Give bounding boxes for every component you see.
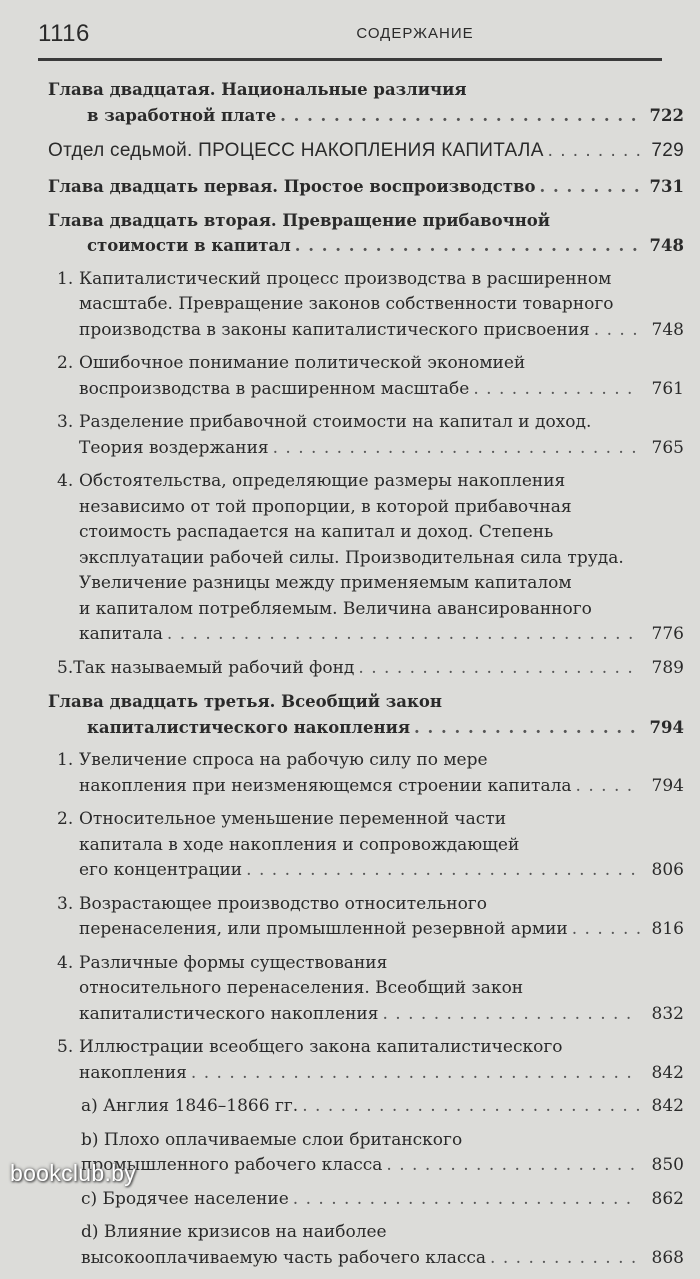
toc-line	[81, 1094, 684, 1120]
toc-line-text: Так называемый рабочий фонд	[73, 657, 355, 678]
toc-entry-sub	[48, 1128, 684, 1179]
toc-line	[48, 233, 684, 259]
toc-line	[57, 976, 684, 1002]
toc-page-number: 832	[651, 1003, 684, 1024]
toc-page-number: 748	[651, 319, 684, 340]
toc-line	[57, 546, 684, 572]
toc-line-text: Капиталистический процесс производства в расширенном	[79, 268, 612, 289]
toc-line-text: промышленного рабочего класса	[81, 1155, 383, 1175]
toc-page-number: 776	[651, 624, 684, 644]
toc-line	[48, 208, 684, 234]
toc-line	[57, 917, 684, 943]
toc-line-text: эксплуатации рабочей силы. Производительная сила труда.	[79, 547, 624, 568]
toc-entry-section	[48, 351, 684, 402]
toc-line	[81, 1128, 684, 1154]
toc-line	[81, 1220, 684, 1246]
dot-leader	[273, 436, 640, 462]
toc-entry-chapter	[48, 174, 684, 200]
toc-entry-chapter	[48, 208, 684, 259]
dot-leader	[293, 1187, 640, 1213]
toc-page-number: 729	[651, 140, 684, 161]
section-number: 3.	[57, 893, 74, 914]
toc-entry-section	[48, 267, 684, 344]
section-number: 3.	[57, 412, 74, 432]
toc-page-number: 789	[651, 657, 684, 678]
toc-line	[57, 410, 684, 436]
toc-line	[57, 436, 684, 462]
toc-line-text: Глава двадцать первая. Простое воспроизводство	[48, 177, 536, 196]
toc-line	[57, 892, 684, 918]
toc-line-text: масштабе. Превращение законов собственности товарного	[79, 294, 614, 314]
toc-line-text: высокооплачиваемую часть рабочего класса	[81, 1247, 487, 1268]
toc-page-number: 806	[651, 860, 684, 880]
toc-line-text: b) Плохо оплачиваемые слои британского	[81, 1129, 463, 1150]
toc-line	[48, 715, 684, 741]
watermark: bookclub.by	[10, 1160, 137, 1186]
dot-leader	[382, 1002, 640, 1028]
toc-line-text: Обстоятельства, определяющие размеры накопления	[79, 471, 566, 491]
page-number: 1116	[38, 20, 90, 47]
toc-line	[57, 469, 684, 495]
section-number: 2.	[57, 353, 74, 373]
toc-line-text: перенаселения, или промышленной резервной армии	[79, 919, 568, 939]
toc-entry-section	[48, 807, 684, 884]
section-number: 2.	[57, 809, 74, 829]
toc-line	[57, 571, 684, 597]
toc-entry-sub	[48, 1187, 684, 1213]
section-number: 4.	[57, 952, 74, 973]
toc-entry-sub	[48, 1220, 684, 1271]
toc-entry-section	[48, 469, 684, 648]
toc-entry-section	[48, 951, 684, 1028]
toc-page-number: 816	[651, 919, 684, 939]
toc-page-number: 794	[649, 717, 684, 737]
toc-line-text: Глава двадцать третья. Всеобщий закон	[48, 692, 442, 711]
dot-leader	[594, 318, 640, 344]
toc-page-number: 748	[649, 236, 684, 255]
toc-line	[57, 807, 684, 833]
toc-line-text: в заработной плате	[87, 105, 277, 125]
section-number: 1.	[57, 750, 74, 770]
toc-line-text: производства в законы капиталистического присвоения	[79, 319, 590, 340]
toc-line-text: его концентрации	[79, 860, 243, 880]
toc-entry-chapter	[48, 77, 684, 128]
page-header	[38, 20, 662, 50]
toc-line-text: накопления при неизменяющемся строении капитала	[79, 775, 572, 796]
dot-leader	[358, 656, 640, 682]
toc-line	[57, 520, 684, 546]
toc-entry-section	[48, 748, 684, 799]
toc-line-text: Относительное уменьшение переменной части	[79, 809, 507, 829]
dot-leader	[280, 103, 640, 129]
toc-line	[57, 597, 684, 623]
toc-line-text: стоимости в капитал	[87, 236, 291, 255]
toc-line	[57, 292, 684, 318]
toc-line	[57, 656, 684, 682]
toc-page-number: 731	[649, 177, 684, 196]
dot-leader	[191, 1061, 640, 1087]
toc-line-text: Глава двадцатая. Национальные различия	[48, 80, 467, 99]
section-number: 4.	[57, 471, 74, 491]
toc-line-text: относительного перенаселения. Всеобщий закон	[79, 978, 524, 998]
toc-line	[57, 1035, 684, 1061]
toc-line	[57, 267, 684, 293]
dot-leader	[302, 1094, 640, 1120]
toc-page-number: 761	[651, 378, 684, 399]
toc-line-text: Разделение прибавочной стоимости на капитал и доход.	[79, 412, 592, 432]
toc-line	[57, 351, 684, 377]
toc-entry-sub	[48, 1094, 684, 1120]
toc-page-number: 862	[651, 1188, 684, 1209]
toc-line	[57, 748, 684, 774]
toc-page-number: 868	[651, 1247, 684, 1268]
dot-leader	[414, 715, 640, 741]
toc-line-text: и капиталом потребляемым. Величина авансированного	[79, 598, 592, 619]
header-rule	[38, 58, 662, 61]
toc-line-text: капиталистического накопления	[87, 717, 411, 737]
dot-leader	[548, 136, 640, 166]
toc-line-text: Возрастающее производство относительного	[79, 893, 487, 914]
toc-line	[57, 318, 684, 344]
toc-line-text: Увеличение спроса на рабочую силу по мере	[79, 750, 488, 770]
toc-line-text: накопления	[79, 1062, 187, 1083]
toc-entry-section	[48, 1035, 684, 1086]
toc-line	[57, 858, 684, 884]
toc-page-number: 842	[651, 1096, 684, 1116]
section-number: 5.	[57, 1037, 74, 1057]
toc-line	[81, 1153, 684, 1179]
toc-line-text: Увеличение разницы между применяемым капиталом	[79, 573, 572, 593]
section-number: 5.	[57, 657, 74, 678]
dot-leader	[572, 917, 640, 943]
dot-leader	[576, 774, 640, 800]
toc-line-text: d) Влияние кризисов на наиболее	[81, 1222, 387, 1242]
dot-leader	[386, 1153, 640, 1179]
toc-line-text: капиталистического накопления	[79, 1003, 379, 1024]
toc-line-text: Глава двадцать вторая. Превращение прибавочной	[48, 210, 551, 230]
toc-line-text: Ошибочное понимание политической экономией	[79, 353, 526, 373]
dot-leader	[473, 377, 640, 403]
toc-page-number: 850	[651, 1155, 684, 1175]
toc-line	[57, 622, 684, 648]
toc-page-number: 722	[649, 105, 684, 125]
toc-line-text: стоимость распадается на капитал и доход. Степень	[79, 522, 554, 542]
toc-line	[57, 377, 684, 403]
toc-page-number: 765	[651, 437, 684, 458]
toc-page-number: 842	[651, 1062, 684, 1083]
toc-line-text: Теория воздержания	[79, 437, 269, 458]
toc-line	[48, 136, 684, 166]
toc-line-text: воспроизводства в расширенном масштабе	[79, 378, 470, 399]
toc-line-text: капитала в ходе накопления и сопровождающей	[79, 834, 520, 855]
toc-line-text: Иллюстрации всеобщего закона капиталистического	[79, 1037, 563, 1057]
toc-line	[57, 833, 684, 859]
toc-entry-chapter	[48, 689, 684, 740]
dot-leader	[167, 622, 640, 648]
toc-entry-section	[48, 656, 684, 682]
toc-line	[57, 1061, 684, 1087]
table-of-contents	[48, 77, 684, 1279]
toc-line	[48, 174, 684, 200]
dot-leader	[490, 1246, 640, 1272]
toc-line	[81, 1246, 684, 1272]
toc-page-number: 794	[651, 775, 684, 796]
dot-leader	[246, 858, 640, 884]
toc-line	[57, 495, 684, 521]
toc-line-text: a) Англия 1846–1866 гг.	[81, 1096, 299, 1116]
toc-entry-section	[48, 892, 684, 943]
toc-line-text: Различные формы существования	[79, 952, 388, 973]
section-number: 1.	[57, 268, 74, 289]
dot-leader	[540, 174, 640, 200]
toc-line	[57, 774, 684, 800]
toc-entry-part	[48, 136, 684, 166]
toc-line	[48, 103, 684, 129]
toc-line-text: c) Бродячее население	[81, 1188, 289, 1209]
toc-line	[81, 1187, 684, 1213]
toc-line-text: Отдел седьмой. ПРОЦЕСС НАКОПЛЕНИЯ КАПИТАЛА	[48, 140, 544, 161]
toc-entry-section	[48, 410, 684, 461]
running-head: СОДЕРЖАНИЕ	[356, 25, 474, 42]
toc-line	[57, 1002, 684, 1028]
toc-line-text: независимо от той пропорции, в которой прибавочная	[79, 496, 572, 517]
toc-line	[57, 951, 684, 977]
toc-line	[48, 689, 684, 715]
toc-line	[48, 77, 684, 103]
toc-line-text: капитала	[79, 624, 163, 644]
dot-leader	[295, 233, 640, 259]
